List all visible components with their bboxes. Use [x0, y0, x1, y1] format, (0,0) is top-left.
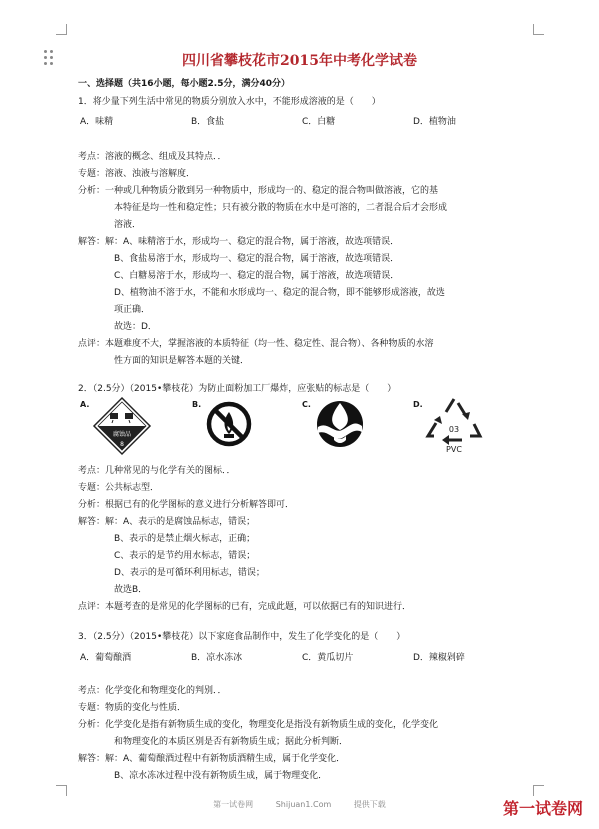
q2-label-c: C.: [302, 400, 311, 409]
recycle-icon-pvc: PVC: [446, 445, 462, 454]
q2-jieda-2: B、表示的是禁止烟火标志，正确；: [114, 534, 256, 544]
q1-stem: 1．将少量下列生活中常见的物质分别放入水中，不能形成溶液的是（ ）: [78, 97, 381, 107]
q2-jieda-4: D、表示的是可循环利用标志，错误；: [114, 568, 265, 578]
q3-jieda-1: 解答：解：A、葡萄酿酒过程中有新物质酒精生成，属于化学变化．: [78, 754, 346, 764]
q2-jieda-5: 故选B．: [114, 585, 148, 595]
crop-mark-top-right: [533, 24, 544, 35]
q3-kaodian: 考点：化学变化和物理变化的判别．．: [78, 686, 227, 696]
q1-jieda-3: C、白糖易溶于水，形成均一、稳定的混合物，属于溶液，故选项错误．: [114, 271, 400, 281]
q1-dianping-1: 点评：本题难度不大，掌握溶液的本质特征（均一性、稳定性、混合物）、各种物质的水溶: [78, 339, 434, 349]
q2-jieda-1: 解答：解：A、表示的是腐蚀品标志，错误；: [78, 517, 256, 527]
q2-dianping: 点评：本题考查的是常见的化学图标的已有，完成此题，可以依据已有的知识进行．: [78, 602, 412, 612]
q2-label-b: B.: [192, 400, 202, 409]
water-saving-icon: [312, 396, 368, 452]
brand-watermark: 第一试卷网: [502, 799, 583, 818]
q2-jieda-3: C、表示的是节约用水标志，错误；: [114, 551, 256, 561]
q1-option-c: C．白糖: [302, 117, 336, 127]
q1-zhuanti: 专题：溶液、浊液与溶解度．: [78, 169, 196, 179]
page-title: 四川省攀枝花市2015年中考化学试卷: [182, 53, 417, 69]
q2-stem: 2．（2.5分）（2015•攀枝花）为防止面粉加工厂爆炸，应张贴的标志是（ ）: [78, 384, 397, 394]
q3-option-c: C．黄瓜切片: [302, 653, 354, 663]
q1-jieda-6: 故选：D．: [114, 322, 157, 332]
q3-option-d: D．辣椒剁碎: [413, 653, 465, 663]
q2-label-a: A.: [80, 400, 90, 409]
q3-fenxi-1: 分析：化学变化是指有新物质生成的变化，物理变化是指没有新物质生成的变化，化学变化: [78, 720, 439, 730]
footer-site-name: 第一试卷网: [213, 800, 254, 809]
q1-jieda-5: 项正确．: [114, 305, 151, 315]
q3-stem: 3．（2.5分）（2015•攀枝花）以下家庭食品制作中，发生了化学变化的是（ ）: [78, 632, 406, 642]
q2-kaodian: 考点：几种常见的与化学有关的图标．．: [78, 466, 236, 476]
q3-zhuanti: 专题：物质的变化与性质．: [78, 703, 187, 713]
q1-jieda-1: 解答：解：A、味精溶于水，形成均一、稳定的混合物，属于溶液，故选项错误．: [78, 237, 400, 247]
q1-option-b: B．食盐: [191, 117, 225, 127]
recycle-icon-code: 03: [448, 425, 460, 434]
q3-jieda-2: B、凉水冻冰过程中没有新物质生成，属于物理变化．: [114, 771, 328, 781]
q3-option-a: A．葡萄酿酒: [80, 653, 132, 663]
corrosive-icon-text: 腐蚀品: [112, 431, 132, 438]
q2-fenxi: 分析：根据已有的化学图标的意义进行分析解答即可．: [78, 500, 295, 510]
corrosive-icon: [92, 396, 152, 456]
q3-fenxi-2: 和物理变化的本质区别是否有新物质生成；据此分析判断．: [114, 737, 349, 747]
q1-kaodian: 考点：溶液的概念、组成及其特点．．: [78, 152, 227, 162]
crop-mark-top-left: [56, 24, 67, 35]
crop-mark-bottom-right: [533, 785, 544, 796]
q1-fenxi-1: 分析：一种或几种物质分散到另一种物质中，形成均一的、稳定的混合物叫做溶液，它的基: [78, 186, 439, 196]
corrosive-icon-number: 8: [120, 441, 124, 448]
no-fire-icon: [203, 398, 255, 450]
q1-jieda-2: B、食盐易溶于水，形成均一、稳定的混合物，属于溶液，故选项错误．: [114, 254, 400, 264]
section-heading: 一、选择题（共16小题，每小题2.5分，满分40分）: [78, 79, 290, 89]
q3-option-b: B．凉水冻冰: [191, 653, 243, 663]
q1-option-a: A．味精: [80, 117, 114, 127]
q2-zhuanti: 专题：公共标志型．: [78, 483, 160, 493]
q1-jieda-4: D、植物油不溶于水，不能和水形成均一、稳定的混合物，即不能够形成溶液，故选: [114, 288, 445, 298]
q1-fenxi-3: 溶液．: [114, 220, 142, 230]
crop-mark-bottom-left: [56, 785, 67, 796]
q1-fenxi-2: 本特征是均一性和稳定性；只有被分散的物质在水中是可溶的，二者混合后才会形成: [114, 203, 448, 213]
q1-option-d: D．植物油: [413, 117, 456, 127]
recycle-icon: [422, 394, 486, 456]
footer-download: 提供下载: [353, 800, 386, 809]
footer-site-url[interactable]: Shijuan1.Com: [275, 800, 332, 809]
q1-dianping-2: 性方面的知识是解答本题的关键．: [114, 356, 250, 366]
q2-label-d: D.: [413, 400, 423, 409]
